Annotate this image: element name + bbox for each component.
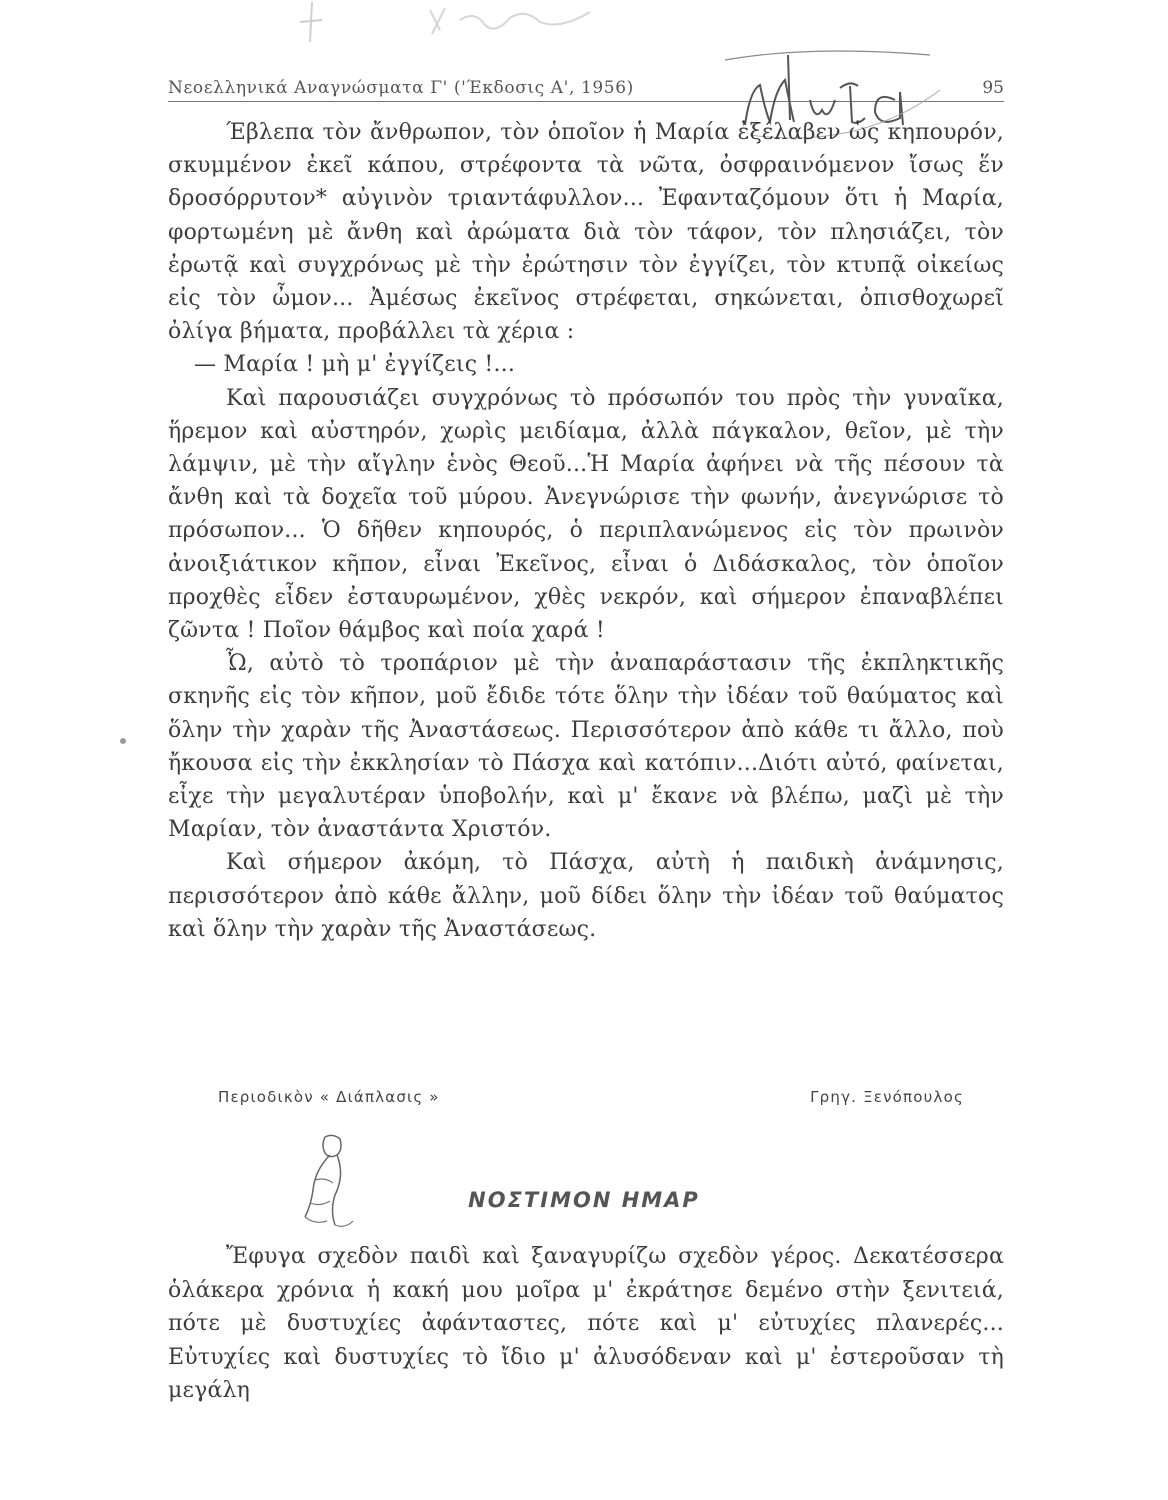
margin-speck [120, 738, 126, 744]
author-name: Γρηγ. Ξενόπουλος [810, 1088, 964, 1106]
story-body [168, 1240, 1004, 1408]
article-paragraph-4: Ὦ, αὐτὸ τὸ τροπάριον μὲ τὴν ἀναπαράστασιν τῆς ἐκπληκτικῆς σκηνῆς εἰς τὸν κῆπον, μοῦ ἔδιδε τότε ὅλην τὴν ἰδέαν τοῦ θαύματος καὶ ὅλην τὴν χαρὰν τῆς Ἀναστάσεως. Περισσότερον ἀπὸ κάθε τι ἄλλο, ποὺ ἤκουσα εἰς τὴν ἐκκλησίαν τὸ Πάσχα καὶ κατόπιν...Διότι αὐτό, φαίνεται, εἶχε τὴν μεγαλυτέραν ὑποβολήν, καὶ μ' ἔκανε νὰ βλέπω, μαζὶ μὲ τὴν Μαρίαν, τὸν ἀναστάντα Χριστόν. [168, 651, 1004, 843]
attribution [168, 1088, 1004, 1114]
article-paragraph-5: Καὶ σήμερον ἀκόμη, τὸ Πάσχα, αὐτὴ ἡ παιδικὴ ἀνάμνησις, περισσότερον ἀπὸ κάθε ἄλλην, μοῦ δίδει ὅλην τὴν ἰδέαν τοῦ θαύματος καὶ ὅλην τὴν χαρὰν τῆς Ἀναστάσεως. [168, 850, 1004, 942]
pencil-sketch-figure [285, 1125, 375, 1235]
article-paragraph-3: Καὶ παρουσιάζει συγχρόνως τὸ πρόσωπόν του πρὸς τὴν γυναῖκα, ἥρεμον καὶ αὐστηρόν, χωρὶς μειδίαμα, ἀλλὰ πάγκαλον, θεῖον, μὲ τὴν λάμψιν, μὲ τὴν αἴγλην ἑνὸς Θεοῦ...Ἡ Μαρία ἀφήνει νὰ τῆς πέσουν τὰ ἄνθη καὶ τὰ δοχεῖα τοῦ μύρου. Ἀνεγνώρισε τὴν φωνήν, ἀνεγνώρισε τὸ πρόσωπον... Ὁ δῆθεν κηπουρός, ὁ περιπλανώμενος εἰς τὸν πρωινὸν ἀνοιξιάτικον κῆπον, εἶναι Ἐκεῖνος, εἶναι ὁ Διδάσκαλος, τὸν ὁποῖον προχθὲς εἶδεν ἐσταυρωμένον, χθὲς νεκρόν, καὶ σήμερον ἐπαναβλέπει ζῶντα ! Ποῖον θάμβος καὶ ποία χαρά ! [168, 385, 1004, 644]
faint-pencil-scribble [270, 0, 650, 50]
article-body [168, 116, 1004, 946]
story-title: ΝΟΣΤΙΜΟΝ ΗΜΑΡ [468, 1188, 700, 1212]
handwritten-note-text: Μιτα [690, 30, 693, 31]
page-number: 95 [982, 78, 1004, 98]
article-paragraph-2: — Μαρία ! μὴ μ' ἐγγίζεις !... [194, 352, 516, 378]
running-title: Νεοελληνικά Αναγνώσματα Γ' ('Έκδοσις Α', 1956) [168, 78, 634, 98]
source-citation: Περιοδικὸν « Διάπλασις » [218, 1088, 440, 1106]
article-paragraph-1: Έβλεπα τὸν ἄνθρωπον, τὸν ὁποῖον ἡ Μαρία ἐξέλαβεν ὡς κηπουρόν, σκυμμένον ἐκεῖ κάπου, στρέφοντα τὰ νῶτα, ὀσφραινόμενον ἴσως ἕν δροσόρρυτον* αὐγινὸν τριαντάφυλλον... Ἐφανταζόμουν ὅτι ἡ Μαρία, φορτωμένη μὲ ἄνθη καὶ ἀρώματα διὰ τὸν τάφον, τὸν πλησιάζει, τὸν ἐρωτᾷ καὶ συγχρόνως μὲ τὴν ἐρώτησιν τὸν ἐγγίζει, τὸν κτυπᾷ οἰκείως εἰς τὸν ὦμον... Ἀμέσως ἐκεῖνος στρέφεται, σηκώνεται, ὀπισθοχωρεῖ ὀλίγα βήματα, προβάλλει τὰ χέρια : [168, 120, 1004, 345]
story-paragraph-1: Ἔφυγα σχεδὸν παιδὶ καὶ ξαναγυρίζω σχεδὸν γέρος. Δεκατέσσερα ὁλάκερα χρόνια ἡ κακή μου μοῖρα μ' ἐκράτησε δεμένο στὴν ξενιτειά, πότε μὲ δυστυχίες ἀφάνταστες, πότε καὶ μ' εὐτυχίες πλανερές... Εὐτυχίες καὶ δυστυχίες τὸ ἴδιο μ' ἀλυσόδεναν καὶ μ' ἐστεροῦσαν τὴ μεγάλη [168, 1244, 1004, 1403]
